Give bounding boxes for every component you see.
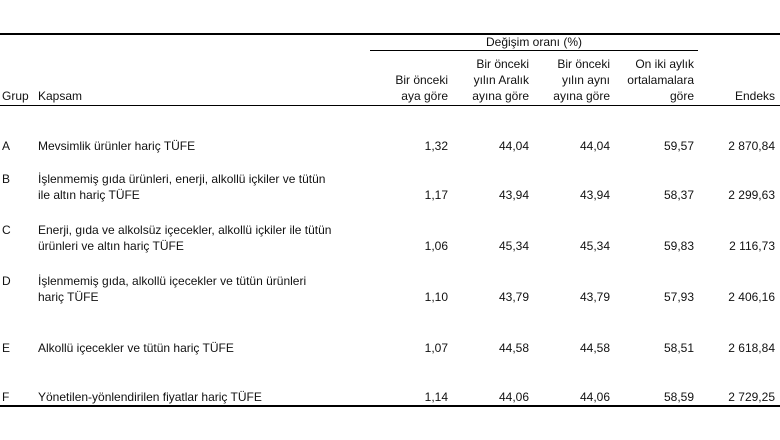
- row-change-value: 1,10: [424, 290, 448, 304]
- row-endeks: 2 299,63: [728, 188, 775, 202]
- change-col-header-line: ayına göre: [553, 89, 610, 103]
- row-kapsam: Alkollü içecekler ve tütün hariç TÜFE: [38, 341, 234, 355]
- bottom-rule: [0, 405, 780, 407]
- row-change-value: 43,79: [579, 290, 610, 304]
- row-change-value: 59,83: [663, 239, 694, 253]
- row-grup: E: [2, 341, 11, 355]
- row-endeks: 2 116,73: [729, 239, 775, 253]
- endeks-header: Endeks: [734, 89, 775, 103]
- change-col-header-line: aya göre: [401, 89, 448, 103]
- row-change-value: 44,06: [579, 390, 610, 404]
- row-grup: B: [2, 172, 11, 186]
- row-change-value: 44,58: [579, 341, 610, 355]
- row-kapsam: İşlenmemiş gıda ürünleri, enerji, alkollü içkiler ve tütün: [38, 172, 326, 186]
- row-change-value: 1,14: [424, 390, 448, 404]
- row-kapsam: Enerji, gıda ve alkolsüz içecekler, alkollü içkiler ile tütün: [38, 223, 332, 237]
- change-col-header-line: yılın aynı: [561, 73, 610, 87]
- header-bottom-rule: [0, 105, 780, 106]
- change-rate-header: Değişim oranı (%): [485, 35, 583, 49]
- row-grup: C: [2, 223, 11, 237]
- change-col-header-line: ortalamalara: [627, 73, 694, 87]
- row-endeks: 2 406,16: [728, 290, 775, 304]
- row-endeks: 2 729,25: [728, 390, 775, 404]
- kapsam-header: Kapsam: [38, 89, 83, 103]
- row-change-value: 57,93: [663, 290, 694, 304]
- row-grup: D: [2, 274, 11, 288]
- row-change-value: 58,37: [663, 188, 694, 202]
- row-kapsam: Mevsimlik ürünler hariç TÜFE: [38, 139, 196, 153]
- group-header-rule: [370, 50, 698, 51]
- row-change-value: 58,59: [663, 390, 694, 404]
- row-change-value: 45,34: [579, 239, 610, 253]
- change-col-header-line: On iki aylık: [635, 57, 694, 71]
- row-grup: A: [2, 139, 11, 153]
- row-change-value: 44,04: [498, 139, 529, 153]
- row-change-value: 43,79: [498, 290, 529, 304]
- change-col-header-line: Bir önceki: [476, 57, 529, 71]
- row-endeks: 2 870,84: [728, 139, 775, 153]
- change-col-header-line: ayına göre: [472, 89, 529, 103]
- change-col-header-line: Bir önceki: [395, 73, 448, 87]
- row-change-value: 1,32: [424, 139, 448, 153]
- row-kapsam: Yönetilen-yönlendirilen fiyatlar hariç TÜFE: [38, 390, 262, 404]
- row-change-value: 1,06: [424, 239, 448, 253]
- grup-header: Grup: [2, 89, 29, 103]
- row-change-value: 43,94: [498, 188, 529, 202]
- row-change-value: 45,34: [498, 239, 529, 253]
- row-change-value: 43,94: [579, 188, 610, 202]
- row-change-value: 59,57: [663, 139, 694, 153]
- change-col-header-line: Bir önceki: [557, 57, 610, 71]
- row-kapsam: İşlenmemiş gıda, alkollü içecekler ve tütün ürünleri: [38, 274, 307, 288]
- row-change-value: 1,07: [424, 341, 448, 355]
- row-grup: F: [2, 390, 10, 404]
- row-kapsam: hariç TÜFE: [38, 290, 99, 304]
- change-col-header-line: yılın Aralık: [473, 73, 529, 87]
- row-change-value: 44,06: [498, 390, 529, 404]
- row-change-value: 1,17: [424, 188, 448, 202]
- row-kapsam: ile altın hariç TÜFE: [38, 188, 140, 202]
- row-change-value: 44,04: [579, 139, 610, 153]
- row-change-value: 44,58: [498, 341, 529, 355]
- change-col-header-line: göre: [669, 89, 694, 103]
- row-change-value: 58,51: [663, 341, 694, 355]
- row-kapsam: ürünleri ve altın hariç TÜFE: [38, 239, 184, 253]
- row-endeks: 2 618,84: [728, 341, 775, 355]
